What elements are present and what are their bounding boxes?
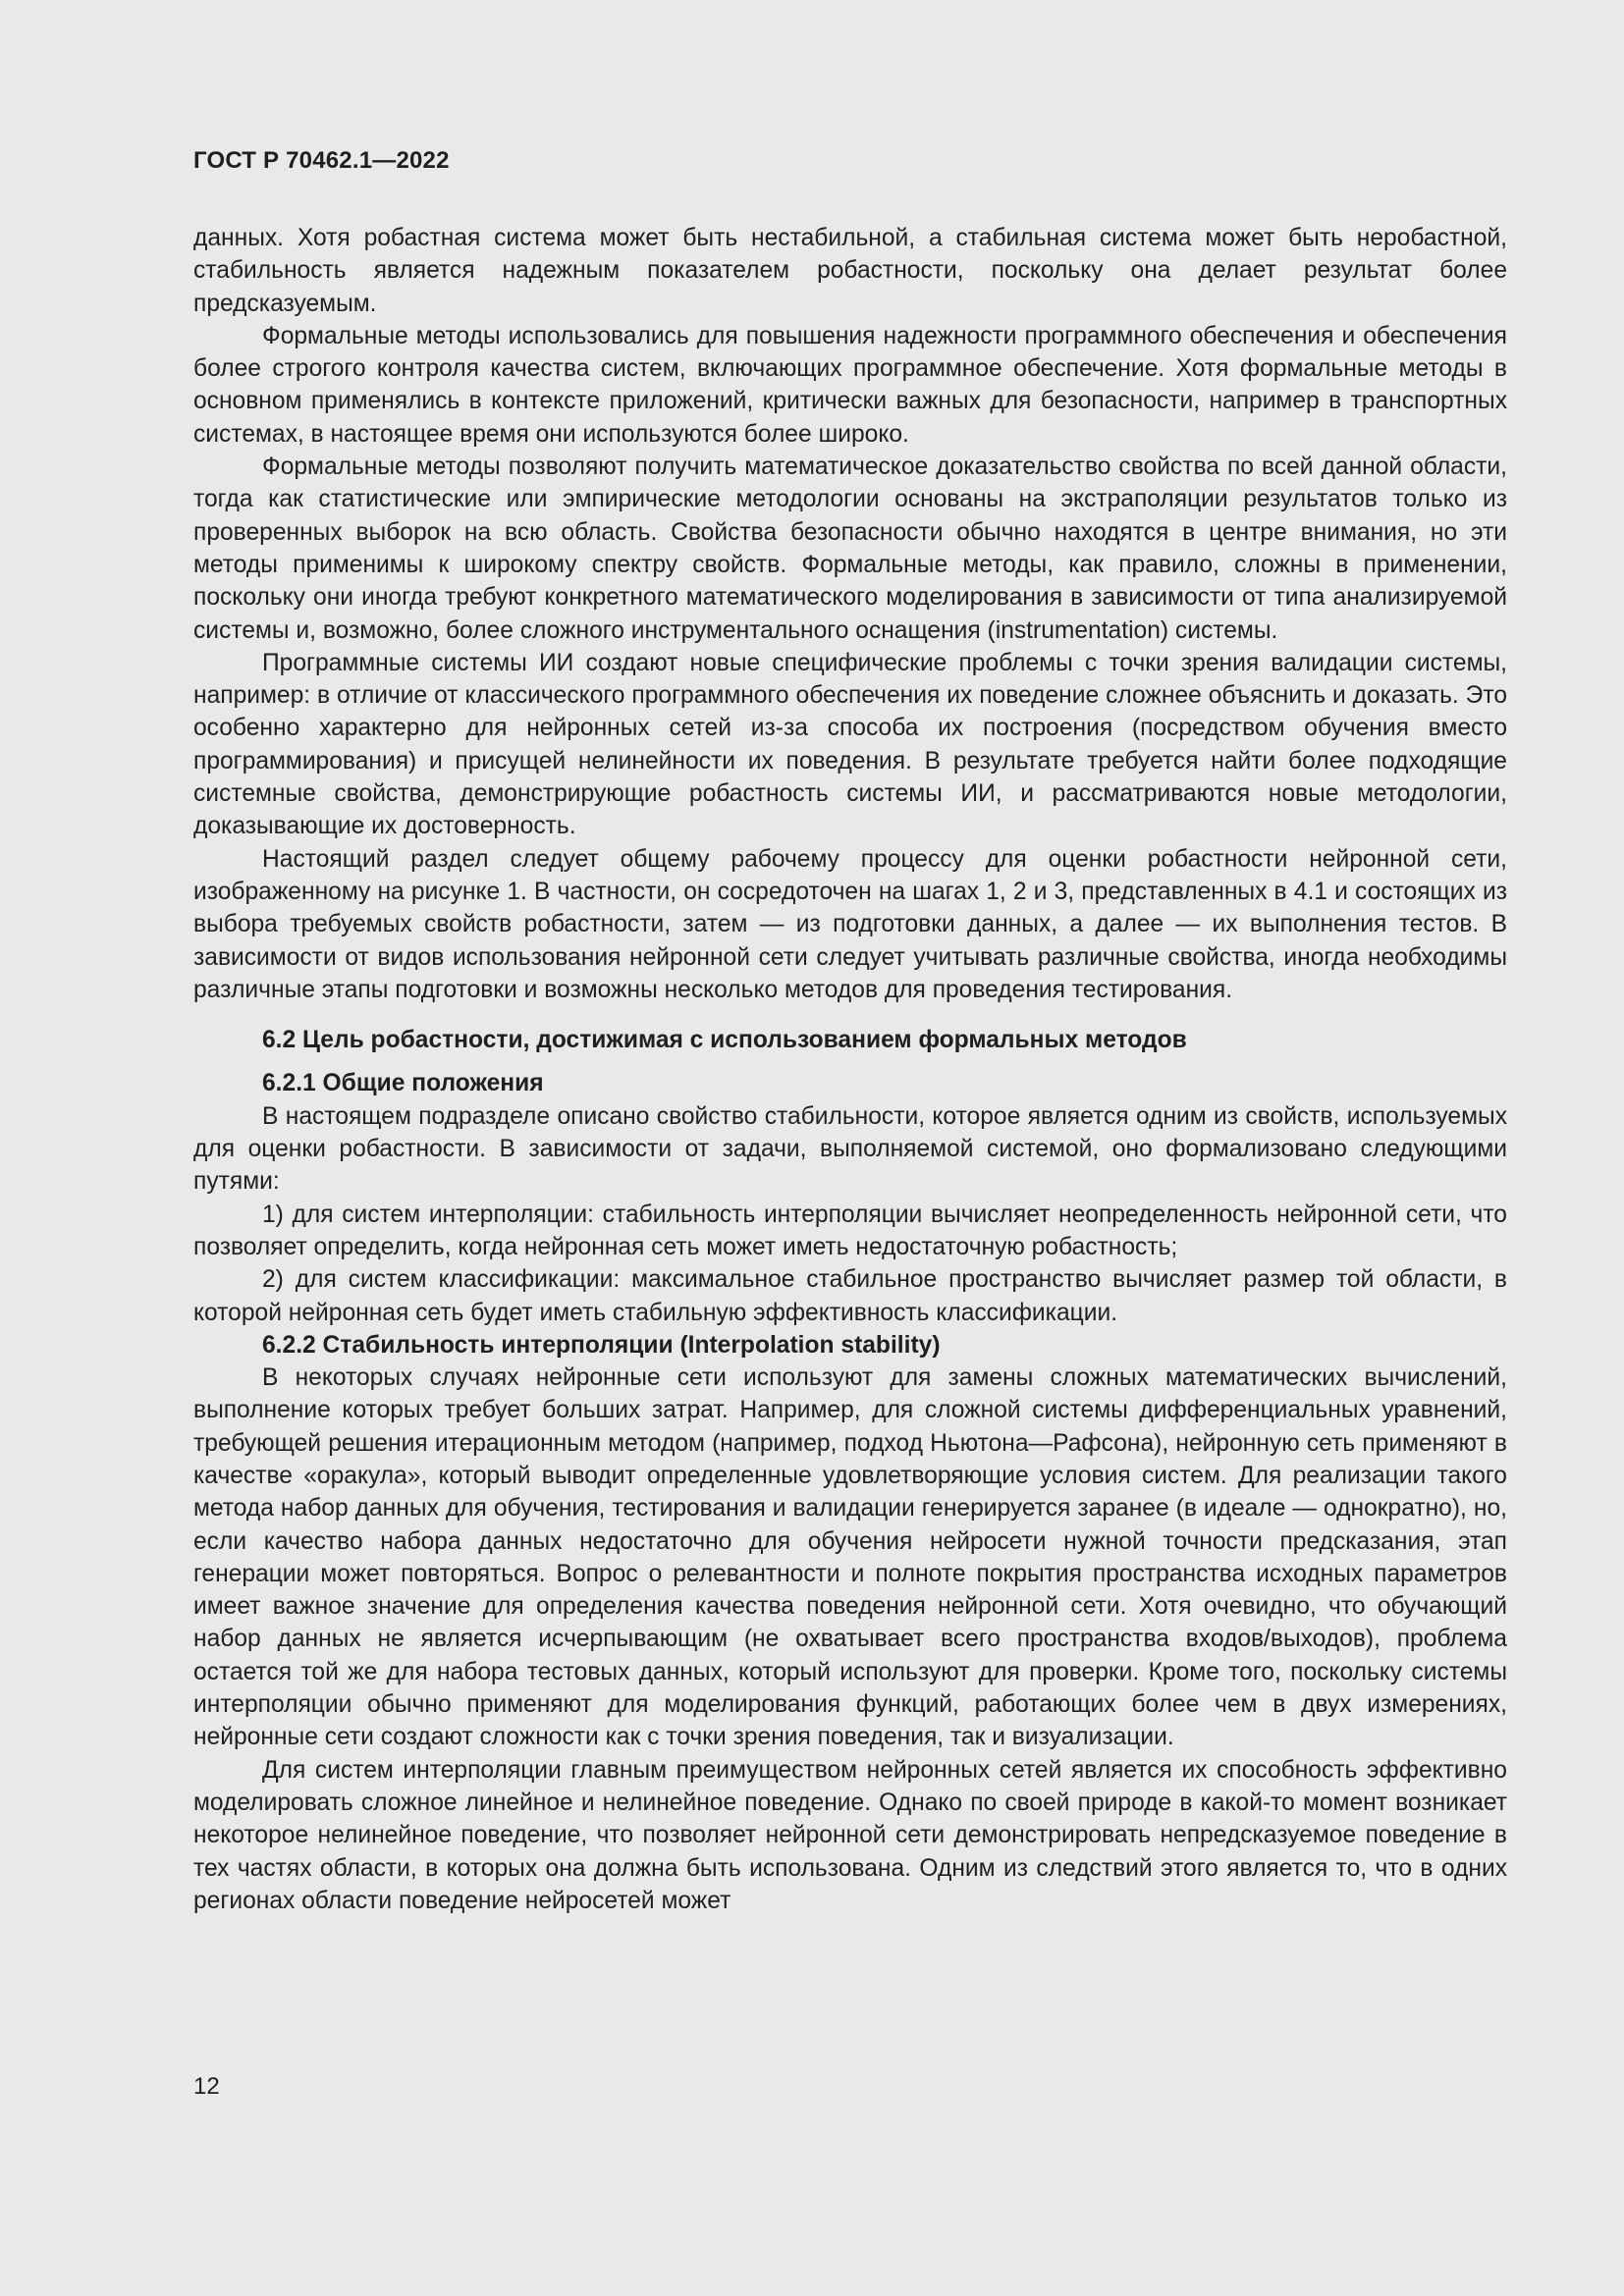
- paragraph-interpolation-cases: В некоторых случаях нейронные сети используют для замены сложных математических вычислений, выполнение которых требует больших затрат. Например, для сложной системы дифференциальных уравнений, требующей решения итерационным методом (например, подход Ньютона—Рафсона), нейронную сеть применяют в качестве «оракула», который выводит определенные удовлетворяющие условия систем. Для реализации такого метода набор данных для обучения, тестирования и валидации генерируется заранее (в идеале — однократно), но, если качество набора данных недостаточно для обучения нейросети нужной точности предсказания, этап генерации может повторяться. Вопрос о релевантности и полноте покрытия пространства исходных параметров имеет важное значение для определения качества поведения нейронной сети. Хотя очевидно, что обучающий набор данных не является исчерпывающим (не охватывает всего пространства входов/выходов), проблема остается той же для набора тестовых данных, который используют для проверки. Кроме того, поскольку системы интерполяции обычно применяют для моделирования функций, работающих более чем в двух измерениях, нейронные сети создают сложности как с точки зрения поведения, так и визуализации.: [193, 1364, 1507, 1751]
- section-heading-6-2-1: 6.2.1 Общие положения: [262, 1070, 544, 1097]
- page-number: 12: [193, 2073, 220, 2100]
- section-heading-6-2: 6.2 Цель робастности, достижимая с использованием формальных методов: [262, 1027, 1187, 1054]
- list-item-interpolation: 1) для систем интерполяции: стабильность интерполяции вычисляет неопределенность нейронной сети, что позволяет определить, когда нейронная сеть может иметь недостаточную робастность;: [193, 1201, 1507, 1260]
- paragraph-ai-systems-validation: Программные системы ИИ создают новые специфические проблемы с точки зрения валидации системы, например: в отличие от классического программного обеспечения их поведение сложнее объяснить и доказать. Это особенно характерно для нейронных сетей из-за способа их построения (посредством обучения вместо программирования) и присущей нелинейности их поведения. В результате требуется найти более подходящие системные свойства, демонстрирующие робастность системы ИИ, и рассматриваются новые методологии, доказывающие их достоверность.: [193, 649, 1507, 840]
- paragraph-interpolation-advantage: Для систем интерполяции главным преимуществом нейронных сетей является их способность эффективно моделировать сложное линейное и нелинейное поведение. Однако по своей природе в какой-то момент возникает некоторое нелинейное поведение, что позволяет нейронной сети демонстрировать непредсказуемое поведение в тех частях области, в которых она должна быть использована. Одним из следствий этого является то, что в одних регионах области поведение нейросетей может: [193, 1756, 1507, 1914]
- paragraph-stability-intro: В настоящем подразделе описано свойство стабильности, которое является одним из свойств, используемых для оценки робастности. В зависимости от задачи, выполняемой системой, оно формализовано следующими путями:: [193, 1102, 1507, 1196]
- paragraph-continuation: данных. Хотя робастная система может быть нестабильной, а стабильная система может быть неробастной, стабильность является надежным показателем робастности, поскольку она делает результат более предсказуемым.: [193, 225, 1507, 317]
- paragraph-formal-methods-proof: Формальные методы позволяют получить математическое доказательство свойства по всей данной области, тогда как статистические или эмпирические методологии основаны на экстраполяции результатов только из проверенных выборок на всю область. Свойства безопасности обычно находятся в центре внимания, но эти методы применимы к широкому спектру свойств. Формальные методы, как правило, сложны в применении, поскольку они иногда требуют конкретного математического моделирования в зависимости от типа анализируемой системы и, возможно, более сложного инструментального оснащения (instrumentation) системы.: [193, 454, 1507, 644]
- section-heading-6-2-2: 6.2.2 Стабильность интерполяции (Interpolation stability): [262, 1331, 941, 1359]
- paragraph-formal-methods-reliability: Формальные методы использовались для повышения надежности программного обеспечения и обеспечения более строгого контроля качества систем, включающих программное обеспечение. Хотя формальные методы в основном применялись в контексте приложений, критически важных для безопасности, например в транспортных системах, в настоящее время они используются более широко.: [193, 322, 1507, 448]
- document-code: ГОСТ Р 70462.1—2022: [193, 147, 450, 174]
- list-item-classification: 2) для систем классификации: максимальное стабильное пространство вычисляет размер той области, в которой нейронная сеть будет иметь стабильную эффективность классификации.: [193, 1266, 1507, 1326]
- paragraph-section-workflow: Настоящий раздел следует общему рабочему процессу для оценки робастности нейронной сети, изображенному на рисунке 1. В частности, он сосредоточен на шагах 1, 2 и 3, представленных в 4.1 и состоящих из выбора требуемых свойств робастности, затем — из подготовки данных, а далее — их выполнения тестов. В зависимости от видов использования нейронной сети следует учитывать различные свойства, иногда необходимы различные этапы подготовки и возможны несколько методов для проведения тестирования.: [193, 845, 1507, 1003]
- page-body: [193, 222, 1507, 1917]
